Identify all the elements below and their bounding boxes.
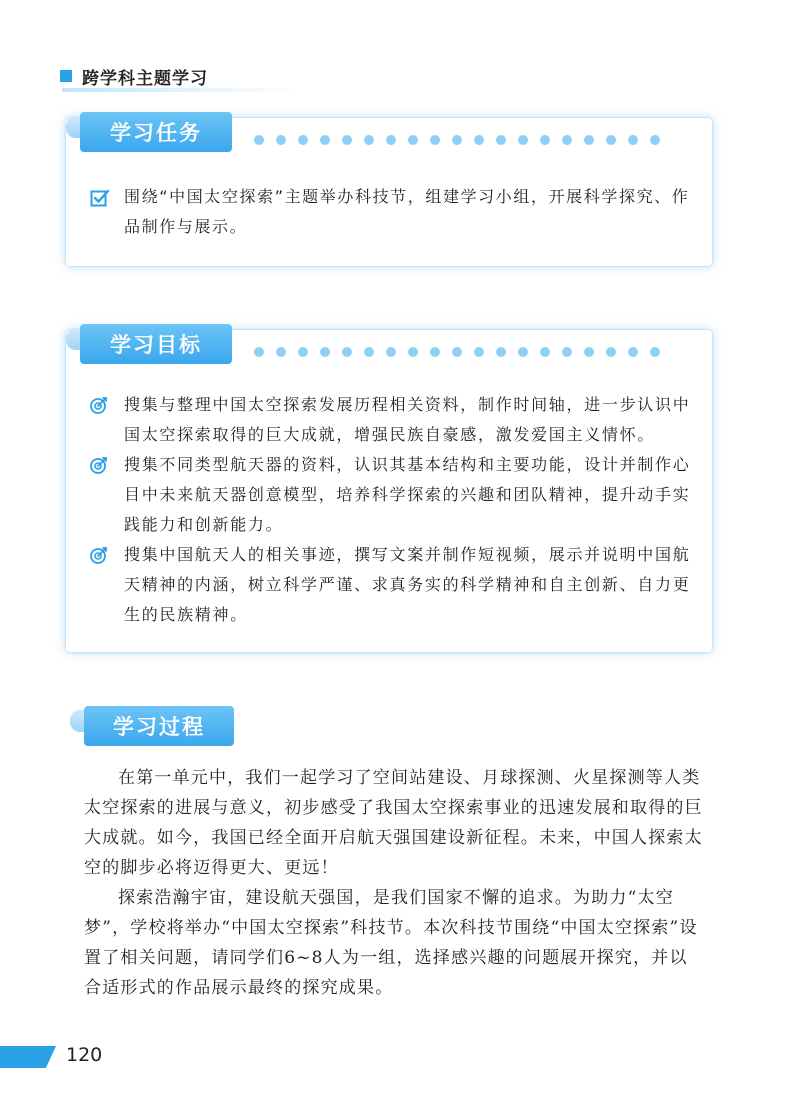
goal-text: 搜集与整理中国太空探索发展历程相关资料，制作时间轴，进一步认识中国太空探索取得的巨大成就，增强民族自豪感，激发爱国主义情怀。 [124,395,691,444]
task-text: 围绕“中国太空探索”主题举办科技节，组建学习小组，开展科学探究、作品制作与展示。 [124,187,690,236]
goal-item [90,390,700,450]
process-tab [84,706,234,746]
process-paragraph [84,763,704,883]
section-header [60,62,208,90]
goals-list [90,390,700,630]
paragraph-text: 探索浩瀚宇宙，建设航天强国，是我们国家不懈的追求。为助力“太空梦”，学校将举办“中国太空探索”科技节。本次科技节围绕“中国太空探索”设置了相关问题，请同学们6~8人为一组，选择感兴趣的问题展开探究，并以合适形式的作品展示最终的探究成果。 [84,888,698,998]
target-icon [90,456,108,474]
goals-dots [254,347,660,357]
header-underline [62,88,302,92]
task-dots [254,135,660,145]
goal-item [90,450,700,540]
footer-accent-bar [0,1046,56,1068]
task-item [90,182,690,242]
page-number: 120 [66,1044,103,1066]
process-tab-fold [70,710,84,732]
header-square-icon [60,70,72,82]
target-icon [90,396,108,414]
goals-title: 学习目标 [110,333,202,357]
process-paragraph [84,883,704,1003]
process-title: 学习过程 [113,715,205,739]
task-tab-fold [66,116,80,138]
goal-text: 搜集中国航天人的相关事迹，撰写文案并制作短视频，展示并说明中国航天精神的内涵，树立科学严谨、求真务实的科学精神和自主创新、自力更生的民族精神。 [124,545,691,624]
goals-tab [80,324,232,364]
task-title: 学习任务 [110,121,202,145]
goal-item [90,540,700,630]
section-title: 跨学科主题学习 [82,68,208,89]
target-icon [90,546,108,564]
checkbox-checked-icon [90,188,110,208]
task-tab [80,112,232,152]
goal-text: 搜集不同类型航天器的资料，认识其基本结构和主要功能，设计并制作心目中未来航天器创意模型，培养科学探索的兴趣和团队精神，提升动手实践能力和创新能力。 [124,455,691,534]
paragraph-text: 在第一单元中，我们一起学习了空间站建设、月球探测、火星探测等人类太空探索的进展与意义，初步感受了我国太空探索事业的迅速发展和取得的巨大成就。如今，我国已经全面开启航天强国建设新征程。未来，中国人探索太空的脚步必将迈得更大、更远！ [84,768,703,878]
goals-tab-fold [66,328,80,350]
